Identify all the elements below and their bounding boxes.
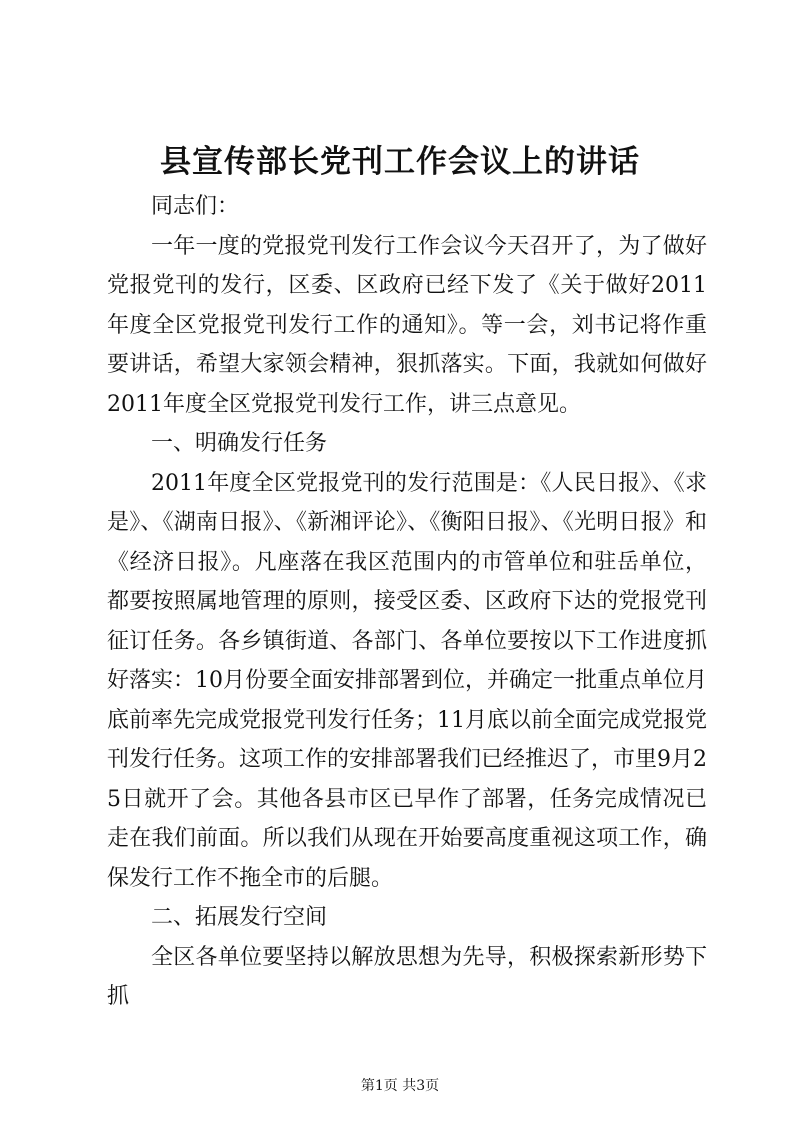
opening-paragraph: 一年一度的党报党刊发行工作会议今天召开了，为了做好党报党刊的发行，区委、区政府已经下发了《关于做好2011年度全区党报党刊发行工作的通知》。等一会，刘书记将作重要讲话，希望大家领会精神，狠抓落实。下面，我就如何做好2011年度全区党报党刊发行工作，讲三点意见。 (107, 233, 707, 417)
section-heading-1: 一、明确发行任务 (151, 431, 328, 456)
section-1-paragraph: 2011年度全区党报党刊的发行范围是：《人民日报》、《求是》、《湖南日报》、《新湘评论》、《衡阳日报》、《光明日报》和《经济日报》。凡座落在我区范围内的市管单位和驻岳单位，都要按照属地管理的原则，接受区委、区政府下达的党报党刊征订任务。各乡镇街道、各部门、各单位要按以下工作进度抓好落实：10月份要全面安排部署到位，并确定一批重点单位月底前率先完成党报党刊发行任务；11月底以前全面完成党报党刊发行任务。这项工作的安排部署我们已经推迟了，市里9月25日就开了会。其他各县市区已早作了部署，任务完成情况已走在我们前面。所以我们从现在开始要高度重视这项工作，确保发行工作不拖全市的后腿。 (107, 470, 707, 891)
document-body (107, 187, 707, 1017)
section-heading-2: 二、拓展发行空间 (151, 905, 328, 930)
salutation: 同志们： (151, 194, 240, 219)
page-number-footer: 第1页 共3页 (360, 1078, 440, 1094)
document-title: 县宣传部长党刊工作会议上的讲话 (160, 144, 640, 180)
section-2-paragraph: 全区各单位要坚持以解放思想为先导，积极探索新形势下抓 (107, 944, 707, 1009)
